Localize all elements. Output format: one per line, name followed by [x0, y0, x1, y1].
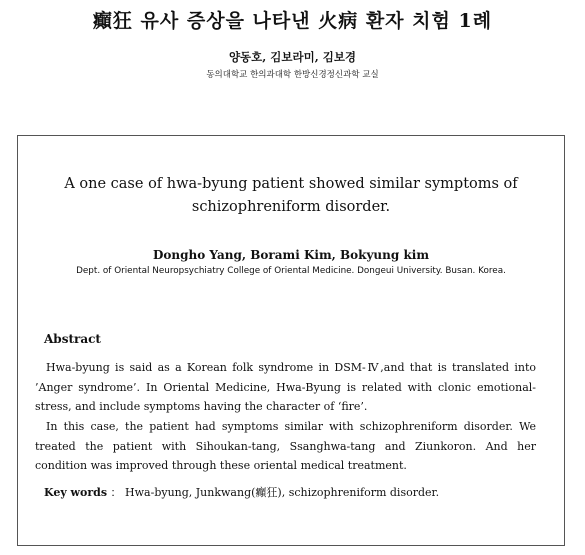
keywords-label: Key words	[44, 486, 108, 499]
abstract-paragraph-2: In this case, the patient had symptoms similar with schizophreniform disorder. We treated the patient with Sihoukan-tang, Ssanghwa-tang and Ziunkoron. And her condition was improved through these oriental medical treatment.	[35, 420, 536, 473]
english-abstract-box	[17, 135, 565, 546]
keywords-text: Hwa-byung, Junkwang(癲狂), schizophreniform disorder.	[125, 486, 440, 499]
korean-authors: 양동호, 김보라미, 김보경	[228, 50, 357, 64]
keywords-line	[44, 484, 439, 500]
abstract-heading: Abstract	[44, 332, 101, 346]
abstract-paragraph-1: Hwa-byung is said as a Korean folk syndrome in DSM-Ⅳ,and that is translated into ’Anger syndrome’. In Oriental Medicine, Hwa-Byung is related with clonic emotional-stress, and include symptoms having the character of ‘fire’.	[35, 361, 536, 414]
korean-affiliation: 동의대학교 한의과대학 한방신경정신과학 교실	[206, 70, 379, 80]
english-title: A one case of hwa-byung patient showed similar symptoms of schizophreniform disorder.	[64, 176, 518, 215]
keywords-separator: ：	[110, 486, 122, 499]
english-authors: Dongho Yang, Borami Kim, Bokyung kim	[152, 248, 430, 262]
korean-title: 癲狂 유사 증상을 나타낸 火病 환자 치험 1례	[92, 10, 493, 32]
english-affiliation: Dept. of Oriental Neuropsychiatry College of Oriental Medicine. Dongeui University. Busan. Korea.	[76, 266, 506, 276]
